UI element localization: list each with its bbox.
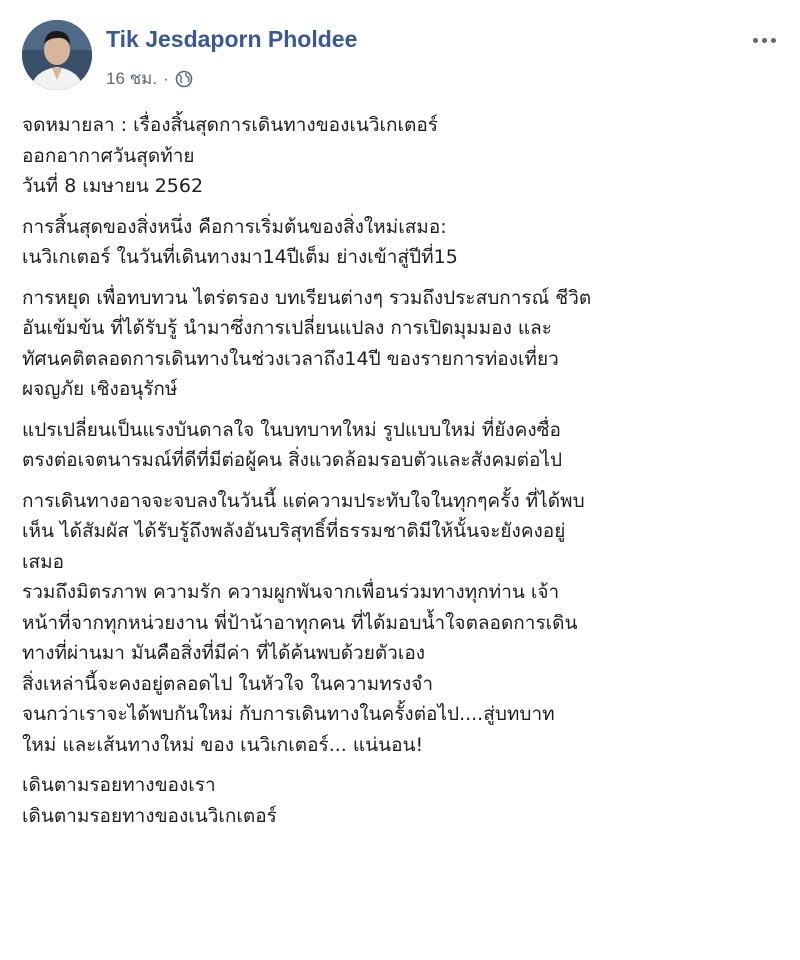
text-line: เดินตามรอยทางของเนวิเกเตอร์ <box>22 804 277 827</box>
author-name[interactable]: Tik Jesdaporn Pholdee <box>106 26 358 52</box>
text-line: การสิ้นสุดของสิ่งหนึ่ง คือการเริ่มต้นของสิ่งใหม่เสมอ: <box>22 215 447 238</box>
meta-separator: · <box>163 68 169 88</box>
paragraph <box>22 486 792 761</box>
post-body <box>22 110 792 831</box>
text-line: รวมถึงมิตรภาพ ความรัก ความผูกพันจากเพื่อนร่วมทางทุกท่าน เจ้า <box>22 581 560 603</box>
paragraph <box>22 283 792 405</box>
text-line: เห็น ได้สัมผัส ได้รับรู้ถึงพลังอันบริสุทธิ์ที่ธรรมชาติมีให้นั้นจะยังคงอยู่ <box>22 520 566 542</box>
text-line: เสมอ <box>22 550 65 573</box>
text-line: จดหมายลา : เรื่องสิ้นสุดการเดินทางของเนวิเกเตอร์ <box>22 114 438 136</box>
post-timestamp[interactable]: 16 ชม. <box>106 69 158 88</box>
text-line: สิ่งเหล่านี้จะคงอยู่ตลอดไป ในหัวใจ ในความทรงจำ <box>22 672 434 695</box>
text-line: อันเข้มข้น ที่ได้รับรู้ นำมาซึ่งการเปลี่ยนแปลง การเปิดมุมมอง และ <box>22 317 553 339</box>
globe-icon[interactable] <box>175 70 193 88</box>
paragraph <box>22 212 792 273</box>
text-line: ทัศนคติตลอดการเดินทางในช่วงเวลาถึง14ปี ของรายการท่องเที่ยว <box>22 347 559 370</box>
paragraph <box>22 770 792 831</box>
text-line: ผจญภัย เชิงอนุรักษ์ <box>22 378 178 400</box>
text-line: ทางที่ผ่านมา มันคือสิ่งที่มีค่า ที่ได้ค้นพบด้วยตัวเอง <box>22 642 426 664</box>
paragraph <box>22 110 792 202</box>
post-header <box>22 20 782 90</box>
text-line: วันที่ 8 เมษายน 2562 <box>22 175 204 197</box>
text-line: จนกว่าเราจะได้พบกันใหม่ กับการเดินทางในครั้งต่อไป....สู่บทบาท <box>22 703 555 725</box>
avatar[interactable] <box>22 20 92 90</box>
text-line: หน้าที่จากทุกหน่วยงาน พี่ป้าน้าอาทุกคน ที่ได้มอบน้ำใจตลอดการเดิน <box>22 611 578 634</box>
text-line: แปรเปลี่ยนเป็นแรงบันดาลใจ ในบทบาทใหม่ รูปแบบใหม่ ที่ยังคงซื่อ <box>22 418 561 441</box>
text-line: เนวิเกเตอร์ ในวันที่เดินทางมา14ปีเต็ม ย่างเข้าสู่ปีที่15 <box>22 246 458 268</box>
text-line: ออกอากาศวันสุดท้าย <box>22 144 195 167</box>
more-options-icon[interactable] <box>750 30 778 50</box>
paragraph <box>22 415 792 476</box>
avatar-photo <box>22 20 92 90</box>
post-meta <box>106 65 193 92</box>
text-line: ใหม่ และเส้นทางใหม่ ของ เนวิเกเตอร์... แน่นอน! <box>22 733 424 756</box>
text-line: การหยุด เพื่อทบทวน ไตร่ตรอง บทเรียนต่างๆ รวมถึงประสบการณ์ ชีวิต <box>22 286 592 309</box>
text-line: ตรงต่อเจตนารมณ์ที่ดีที่มีต่อผู้คน สิ่งแวดล้อมรอบตัวและสังคมต่อไป <box>22 449 563 471</box>
text-line: การเดินทางอาจจะจบลงในวันนี้ แต่ความประทับใจในทุกๆครั้ง ที่ได้พบ <box>22 489 585 512</box>
text-line: เดินตามรอยทางของเรา <box>22 774 216 796</box>
